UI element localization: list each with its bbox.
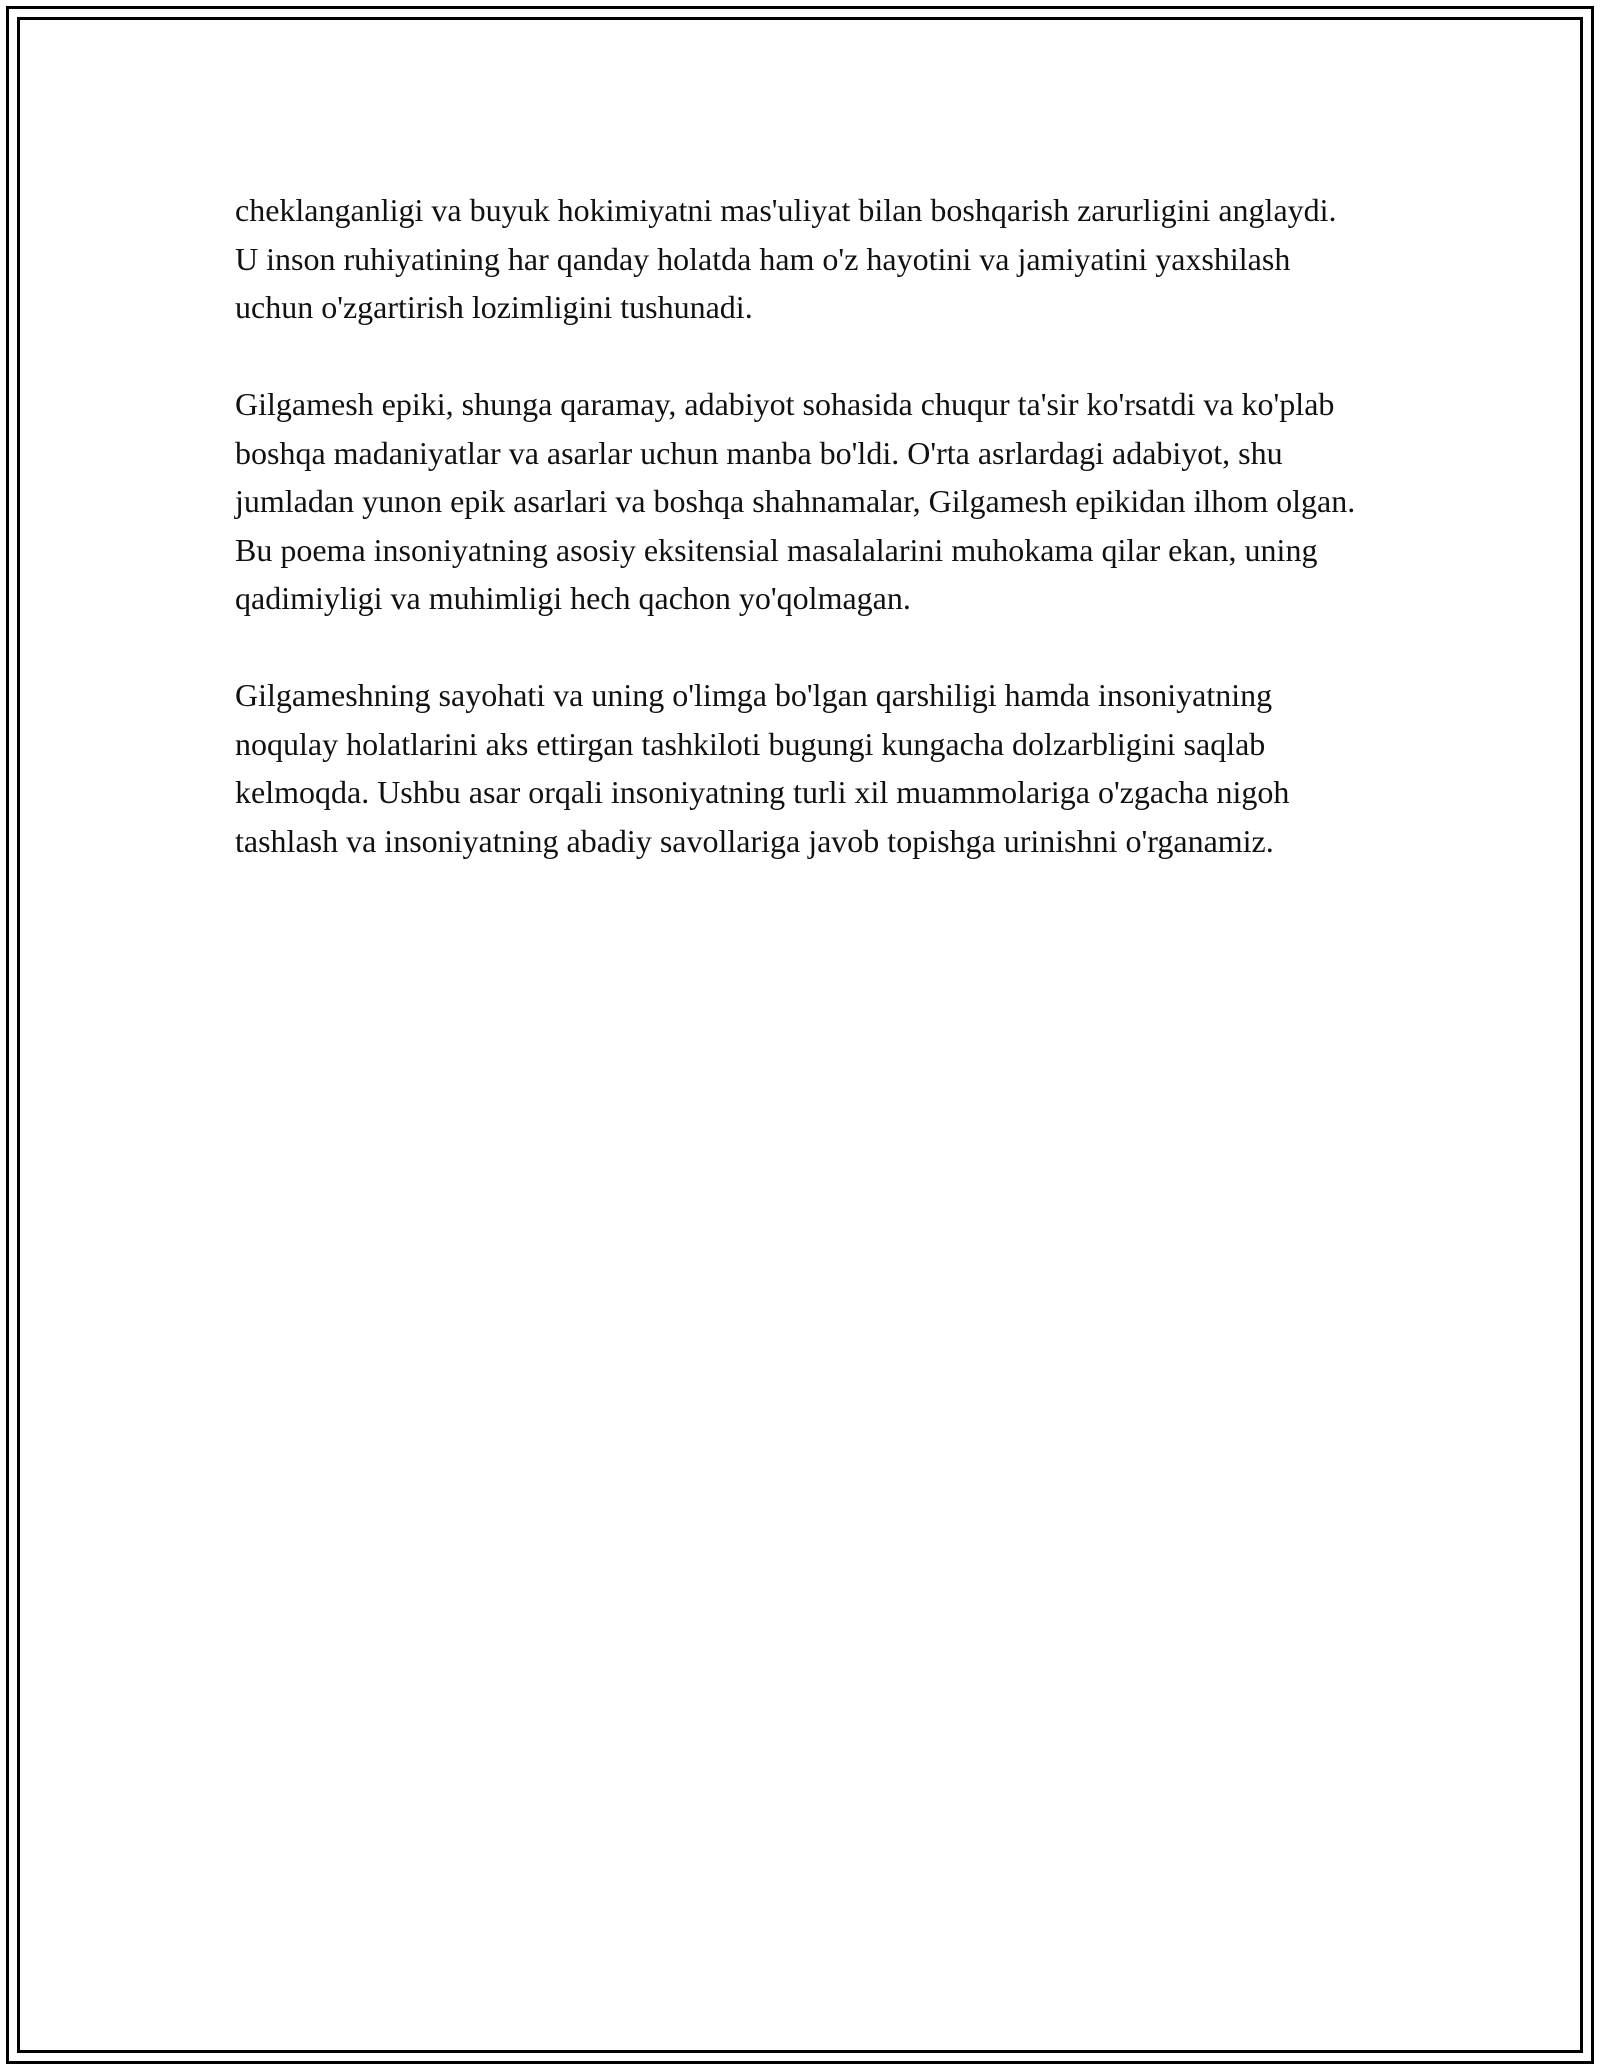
document-body xyxy=(235,186,1365,914)
paragraph-3: Gilgameshning sayohati va uning o'limga bo'lgan qarshiligi hamda insoniyatning noqulay holatlarini aks ettirgan tashkiloti bugungi kungacha dolzarbligini saqlab kelmoqda. Ushbu asar orqali insoniyatning turli xil muammolariga o'zgacha nigoh tashlash va insoniyatning abadiy savollariga javob topishga urinishni o'rganamiz. xyxy=(235,677,1290,859)
paragraph-1: cheklanganligi va buyuk hokimiyatni mas'uliyat bilan boshqarish zarurligini anglaydi. U inson ruhiyatining har qanday holatda ham o'z hayotini va jamiyatini yaxshilash uchun o'zgartirish lozimligini tushunadi. xyxy=(235,192,1337,325)
paragraph-2: Gilgamesh epiki, shunga qaramay, adabiyot sohasida chuqur ta'sir ko'rsatdi va ko'plab boshqa madaniyatlar va asarlar uchun manba bo'ldi. O'rta asrlardagi adabiyot, shu jumladan yunon epik asarlari va boshqa shahnamalar, Gilgamesh epikidan ilhom olgan. Bu poema insoniyatning asosiy eksitensial masalalarini muhokama qilar ekan, uning qadimiyligi va muhimligi hech qachon yo'qolmagan. xyxy=(235,386,1356,616)
